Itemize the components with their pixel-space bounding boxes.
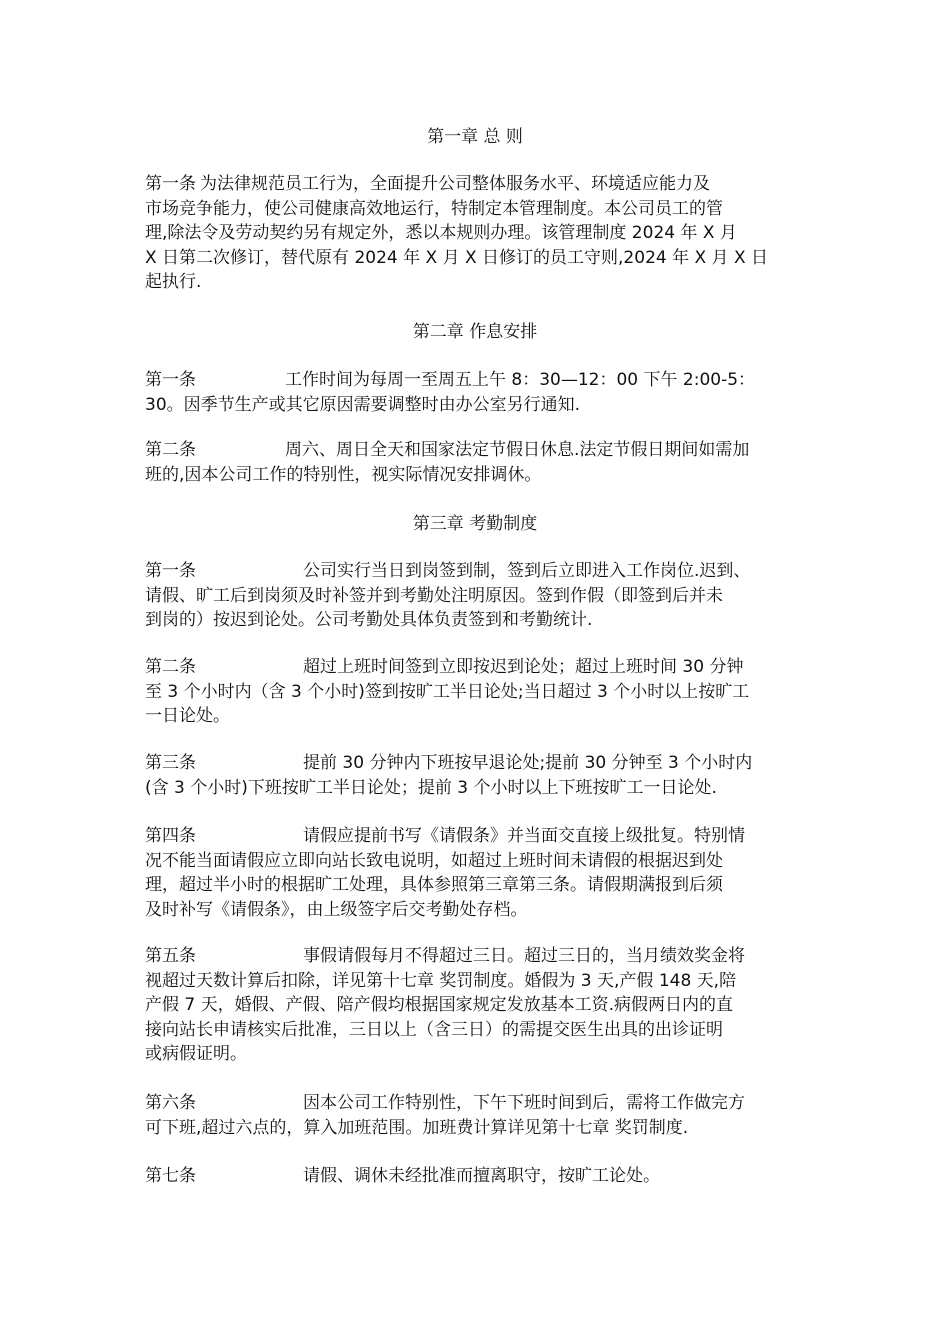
- article-ch3-4: [145, 824, 810, 922]
- article-line: 一日论处。: [145, 706, 230, 726]
- article-label: 第三条: [145, 753, 196, 773]
- article-ch1-1: [145, 172, 810, 295]
- article-line: (含 3 个小时)下班按旷工半日论处；提前 3 个小时以上下班按旷工一日论处.: [145, 777, 717, 798]
- article-ch3-7: [145, 1164, 810, 1189]
- article-line: 第五条 事假请假每月不得超过三日。超过三日的，当月绩效奖金将: [145, 944, 810, 969]
- article-ch3-5: [145, 944, 810, 1067]
- article-label: 第四条: [145, 826, 196, 846]
- article-line: 班的,因本公司工作的特别性，视实际情况安排调休。: [145, 464, 542, 485]
- article-label: 第一条: [145, 370, 196, 390]
- article-line: 况不能当面请假应立即向站长致电说明，如超过上班时间未请假的根据迟到处: [145, 850, 723, 871]
- article-ch3-6: [145, 1091, 810, 1140]
- chapter-title: 第三章 考勤制度: [412, 514, 538, 534]
- article-line: X 日第二次修订，替代原有 2024 年 X 月 X 日修订的员工守则,2024 年 X 月 X 日: [145, 247, 769, 268]
- article-line: 视超过天数计算后扣除，详见第十七章 奖罚制度。婚假为 3 天,产假 148 天,陪: [145, 970, 737, 991]
- article-line: 起执行.: [145, 272, 202, 292]
- article-line: 市场竞争能力，使公司健康高效地运行，特制定本管理制度。本公司员工的管: [145, 198, 723, 219]
- chapter-title: 第二章 作息安排: [412, 322, 538, 342]
- article-line: 理，超过半小时的根据旷工处理，具体参照第三章第三条。请假期满报到后须: [145, 875, 723, 895]
- article-line: 请假、旷工后到岗须及时补签并到考勤处注明原因。签到作假（即签到后并未: [145, 585, 723, 606]
- article-line: 第二条 周六、周日全天和国家法定节假日休息.法定节假日期间如需加: [145, 438, 810, 463]
- article-line: 及时补写《请假条》，由上级签字后交考勤处存档。: [145, 899, 528, 920]
- article-ch2-2: [145, 438, 810, 487]
- article-line: 产假 7 天，婚假、产假、陪产假均根据国家规定发放基本工资.病假两日内的直: [145, 995, 734, 1015]
- article-line: 理,除法令及劳动契约另有规定外，悉以本规则办理。该管理制度 2024 年 X 月: [145, 223, 737, 243]
- article-line: 第四条 请假应提前书写《请假条》并当面交直接上级批复。特别情: [145, 824, 810, 849]
- article-line: 第一条 公司实行当日到岗签到制，签到后立即进入工作岗位.迟到、: [145, 559, 810, 584]
- article-line: 30。因季节生产或其它原因需要调整时由办公室另行通知.: [145, 394, 581, 415]
- article-label: 第一条: [145, 561, 196, 581]
- article-line: 到岗的）按迟到论处。公司考勤处具体负责签到和考勤统计.: [145, 610, 593, 630]
- article-line: 第六条 因本公司工作特别性，下午下班时间到后，需将工作做完方: [145, 1091, 810, 1116]
- article-line: 接向站长申请核实后批准，三日以上（含三日）的需提交医生出具的出诊证明: [145, 1019, 723, 1040]
- article-line: 第三条 提前 30 分钟内下班按早退论处;提前 30 分钟至 3 个小时内: [145, 751, 810, 776]
- article-label: 第二条: [145, 657, 196, 677]
- article-line: 第二条 超过上班时间签到立即按迟到论处；超过上班时间 30 分钟: [145, 655, 810, 680]
- article-line: 第一条 为法律规范员工行为，全面提升公司整体服务水平、环境适应能力及: [145, 172, 810, 197]
- article-label: 第二条: [145, 440, 196, 460]
- article-line: 第七条 请假、调休未经批准而擅离职守，按旷工论处。: [145, 1164, 810, 1189]
- article-label: 第一条: [145, 174, 196, 194]
- article-ch3-2: [145, 655, 810, 729]
- article-line: 或病假证明。: [145, 1044, 247, 1064]
- article-ch2-1: [145, 368, 810, 417]
- article-label: 第五条: [145, 946, 196, 966]
- chapter-title: 第一章 总 则: [427, 127, 523, 147]
- article-ch3-3: [145, 751, 810, 800]
- article-line: 至 3 个小时内（含 3 个小时)签到按旷工半日论处;当日超过 3 个小时以上按旷工: [145, 681, 750, 702]
- article-ch3-1: [145, 559, 810, 633]
- article-line: 可下班,超过六点的，算入加班范围。加班费计算详见第十七章 奖罚制度.: [145, 1117, 689, 1138]
- article-line: 第一条 工作时间为每周一至周五上午 8：30—12：00 下午 2:00-5：: [145, 368, 810, 393]
- article-label: 第七条: [145, 1166, 196, 1186]
- article-label: 第六条: [145, 1093, 196, 1113]
